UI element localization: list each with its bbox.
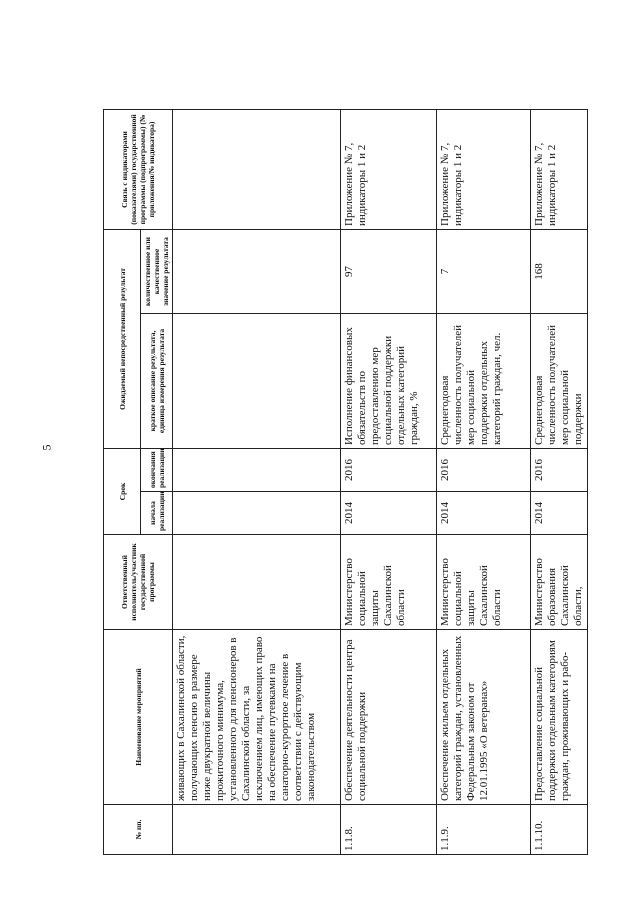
cell-end: 2016	[437, 448, 531, 491]
cell-responsible: Министерство социальной защиты Сахалинской области	[341, 535, 437, 630]
cell-link: Приложение № 7, индикаторы 1 и 2	[341, 109, 437, 229]
table-row	[437, 109, 531, 854]
cell-start: 2014	[341, 492, 437, 535]
header-result: Ожидаемый непосредственный результат	[104, 229, 141, 448]
header-responsible: Ответственный исполнитель/участник государственной программы	[104, 535, 173, 630]
cell-result: Среднегодовая численность получателей мер социальной поддержки отдельных категорий граждан, чел.	[437, 313, 531, 448]
header-num: № пп.	[104, 805, 173, 855]
header-term: Срок	[104, 448, 141, 534]
cell-result: Исполнение финансовых обязательств по предоставлению мер социальной поддержки отдельных категорий граждан, %	[341, 313, 437, 448]
cell-name: Предоставление социальной поддержки отдельным категориям граждан, проживающих и рабо-	[531, 630, 588, 805]
cell-empty	[173, 109, 341, 229]
page-number: 5	[39, 444, 54, 451]
cell-continuation-text: живающих в Сахалинской области, получающих пенсию в размере ниже двукратной величины прожиточного минимума, установленного для пенсионеров в Сахалинской области, за исключением лиц, имеющих право на обеспечение путевками на санаторно-курортное лечение в соответствии с действующим законодательством	[173, 630, 341, 805]
cell-end: 2016	[531, 448, 588, 491]
cell-link: Приложение № 7, индикаторы 1 и 2	[437, 109, 531, 229]
cell-start: 2014	[531, 492, 588, 535]
header-term-start: начала реализации	[141, 492, 173, 535]
cell-end: 2016	[341, 448, 437, 491]
cell-num: 1.1.8.	[341, 805, 437, 855]
cell-num: 1.1.10.	[531, 805, 588, 855]
cell-value: 7	[437, 229, 531, 313]
table-row-continuation	[173, 109, 341, 854]
header-term-end: окончания реализации	[141, 448, 173, 491]
cell-empty	[173, 492, 341, 535]
cell-empty	[173, 535, 341, 630]
cell-responsible: Министерство образования Сахалинской области,	[531, 535, 588, 630]
cell-name: Обеспечение деятельности центра социальной поддержки	[341, 630, 437, 805]
cell-result: Среднегодовая численность получателей мер социальной поддержки	[531, 313, 588, 448]
header-result-desc: краткое описание результата, единица измерения результата	[141, 313, 173, 448]
measures-table	[103, 109, 588, 855]
table-row	[341, 109, 437, 854]
cell-value: 97	[341, 229, 437, 313]
header-result-value: количественное или качественное значение результата	[141, 229, 173, 313]
cell-empty	[173, 805, 341, 855]
cell-empty	[173, 448, 341, 491]
cell-value: 168	[531, 229, 588, 313]
rotated-table-container	[103, 110, 584, 855]
cell-empty	[173, 229, 341, 313]
table-row	[531, 109, 588, 854]
header-link: Связь с индикаторами (показателями) государственной программы (подпрограммы) (№ приложения/№ индикатора)	[104, 109, 173, 229]
cell-num: 1.1.9.	[437, 805, 531, 855]
header-name: Наименование мероприятий	[104, 630, 173, 805]
cell-empty	[173, 313, 341, 448]
cell-responsible: Министерство социальной защиты Сахалинской области	[437, 535, 531, 630]
cell-start: 2014	[437, 492, 531, 535]
cell-link: Приложение № 7, индикаторы 1 и 2	[531, 109, 588, 229]
cell-name: Обеспечение жильем отдельных категорий граждан, установленных Федеральным законом от 12.01.1995 «О ветеранах»	[437, 630, 531, 805]
